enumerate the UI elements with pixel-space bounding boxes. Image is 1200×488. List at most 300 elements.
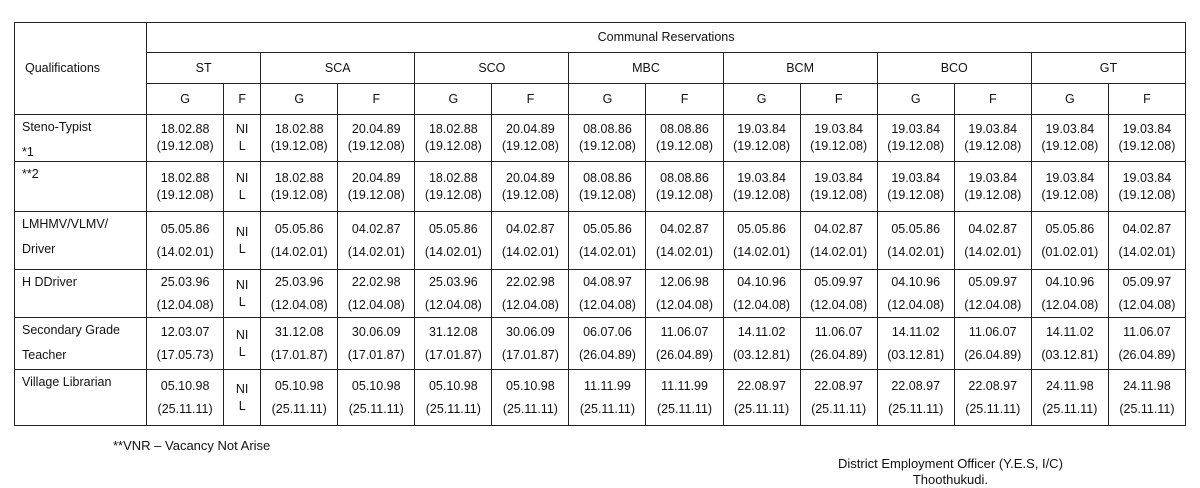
registration-date: (14.02.01) bbox=[810, 244, 868, 259]
registration-date: (26.04.89) bbox=[1118, 347, 1176, 362]
cutoff-date: 05.05.86 bbox=[737, 221, 786, 236]
registration-date: (14.02.01) bbox=[964, 244, 1022, 259]
registration-date: (17.01.87) bbox=[347, 347, 405, 362]
registration-date: (12.04.08) bbox=[501, 297, 559, 312]
gender-header-gt-f: F bbox=[1108, 84, 1185, 115]
cutoff-date: 19.03.84 bbox=[891, 170, 941, 185]
cutoff-date: 08.08.86 bbox=[583, 170, 632, 185]
registration-date: (19.12.08) bbox=[733, 139, 791, 153]
officer-title: District Employment Officer (Y.E.S, I/C) bbox=[838, 456, 1063, 471]
community-header-gt: GT bbox=[1031, 53, 1185, 84]
cutoff-date: 19.03.84 bbox=[968, 122, 1018, 136]
qualification-text: Secondary Grade bbox=[22, 323, 120, 337]
gt-g-cell bbox=[1031, 115, 1108, 162]
registration-date: (14.02.01) bbox=[733, 244, 791, 259]
bco-g-cell bbox=[877, 370, 954, 426]
registration-date: (19.12.08) bbox=[1041, 187, 1099, 202]
registration-date: (12.04.08) bbox=[964, 297, 1022, 312]
cutoff-date: 05.09.97 bbox=[814, 274, 863, 289]
registration-date: (19.12.08) bbox=[501, 187, 559, 202]
registration-date: (25.11.11) bbox=[271, 401, 327, 416]
cutoff-date: 05.05.86 bbox=[160, 221, 210, 236]
registration-date: (19.12.08) bbox=[270, 187, 328, 202]
table-row bbox=[15, 212, 1186, 270]
gender-header-sca-g: G bbox=[261, 84, 338, 115]
qualification-text: *1 bbox=[22, 145, 34, 159]
gt-g-cell bbox=[1031, 318, 1108, 370]
cutoff-date: 25.03.96 bbox=[160, 274, 210, 289]
cutoff-date: 05.05.86 bbox=[891, 221, 941, 236]
registration-date: (14.02.01) bbox=[270, 244, 328, 259]
qualification-text: Village Librarian bbox=[22, 375, 112, 389]
gt-f-cell bbox=[1108, 162, 1185, 212]
gt-f-cell bbox=[1108, 370, 1185, 426]
qualification-text: Driver bbox=[22, 242, 56, 256]
sco-f-cell bbox=[492, 115, 569, 162]
cutoff-date: 05.09.97 bbox=[1122, 274, 1172, 289]
gt-f-cell bbox=[1108, 318, 1185, 370]
bcm-g-cell bbox=[723, 270, 800, 318]
mbc-f-cell bbox=[646, 370, 723, 426]
nil-text: L bbox=[238, 344, 246, 359]
cutoff-date: 05.10.98 bbox=[351, 378, 401, 393]
nil-text: NI bbox=[235, 122, 249, 136]
registration-date: (19.12.08) bbox=[656, 187, 713, 202]
cutoff-date: 20.04.89 bbox=[506, 122, 555, 136]
cutoff-date: 05.10.98 bbox=[274, 378, 324, 393]
sca-f-cell bbox=[338, 162, 415, 212]
cutoff-date: 04.08.97 bbox=[583, 274, 632, 289]
gender-header-sco-f: F bbox=[492, 84, 569, 115]
cutoff-date: 04.10.96 bbox=[1045, 274, 1095, 289]
gender-header-gt-g: G bbox=[1031, 84, 1108, 115]
officer-signature-block bbox=[838, 456, 1063, 488]
cutoff-date: 12.06.98 bbox=[660, 274, 709, 289]
nil-text: L bbox=[238, 294, 246, 309]
registration-date: (14.02.01) bbox=[656, 244, 713, 259]
table-row bbox=[15, 318, 1186, 370]
cutoff-date: 05.09.97 bbox=[968, 274, 1018, 289]
st-g-cell bbox=[147, 162, 224, 212]
registration-date: (14.02.01) bbox=[578, 244, 636, 259]
registration-date: (12.04.08) bbox=[347, 297, 405, 312]
gt-g-cell bbox=[1031, 212, 1108, 270]
bcm-f-cell bbox=[800, 318, 877, 370]
mbc-g-cell bbox=[569, 270, 646, 318]
registration-date: (03.12.81) bbox=[1041, 347, 1099, 362]
bcm-f-cell bbox=[800, 115, 877, 162]
registration-date: (17.01.87) bbox=[270, 347, 328, 362]
bco-f-cell bbox=[954, 370, 1031, 426]
registration-date: (12.04.08) bbox=[578, 297, 636, 312]
st-g-cell bbox=[147, 370, 224, 426]
cutoff-date: 14.11.02 bbox=[1045, 324, 1094, 339]
gt-f-cell bbox=[1108, 115, 1185, 162]
cutoff-date: 19.03.84 bbox=[1122, 122, 1172, 136]
mbc-g-cell bbox=[569, 318, 646, 370]
sco-f-cell bbox=[492, 270, 569, 318]
cutoff-date: 11.06.07 bbox=[1123, 324, 1171, 339]
cutoff-date: 04.02.87 bbox=[506, 221, 555, 236]
bcm-f-cell bbox=[800, 212, 877, 270]
bco-g-cell bbox=[877, 212, 954, 270]
gender-header-st-f: F bbox=[224, 84, 261, 115]
cutoff-date: 30.06.09 bbox=[506, 324, 555, 339]
registration-date: (26.04.89) bbox=[964, 347, 1022, 362]
nil-text: NI bbox=[235, 170, 249, 185]
st-f-nil-cell bbox=[224, 212, 261, 270]
registration-date: (12.04.08) bbox=[424, 297, 482, 312]
cutoff-date: 05.05.86 bbox=[274, 221, 324, 236]
bcm-g-cell bbox=[723, 212, 800, 270]
nil-text: L bbox=[238, 187, 246, 202]
registration-date: (25.11.11) bbox=[425, 401, 481, 416]
gender-header-bco-f: F bbox=[954, 84, 1031, 115]
table-row bbox=[15, 115, 1186, 162]
registration-date: (19.12.08) bbox=[964, 139, 1022, 153]
registration-date: (17.05.73) bbox=[156, 347, 214, 362]
registration-date: (19.12.08) bbox=[424, 139, 482, 153]
cutoff-date: 08.08.86 bbox=[660, 122, 709, 136]
registration-date: (19.12.08) bbox=[733, 187, 791, 202]
registration-date: (12.04.08) bbox=[656, 297, 713, 312]
registration-date: (12.04.08) bbox=[1118, 297, 1176, 312]
gt-g-cell bbox=[1031, 270, 1108, 318]
st-g-cell bbox=[147, 318, 224, 370]
cutoff-date: 22.08.97 bbox=[891, 378, 941, 393]
cutoff-date: 18.02.88 bbox=[274, 122, 324, 136]
officer-location: Thoothukudi. bbox=[912, 472, 989, 487]
bco-f-cell bbox=[954, 212, 1031, 270]
cutoff-date: 24.11.98 bbox=[1123, 378, 1171, 393]
cutoff-date: 20.04.89 bbox=[351, 170, 401, 185]
table-row bbox=[15, 370, 1186, 426]
st-f-nil-cell bbox=[224, 115, 261, 162]
cutoff-date: 20.04.89 bbox=[351, 122, 401, 136]
registration-date: (03.12.81) bbox=[733, 347, 791, 362]
communal-reservations-table bbox=[14, 22, 1186, 426]
mbc-f-cell bbox=[646, 270, 723, 318]
bcm-g-cell bbox=[723, 162, 800, 212]
community-header-sco: SCO bbox=[415, 53, 569, 84]
cutoff-date: 11.11.99 bbox=[584, 378, 631, 393]
qualification-cell bbox=[15, 270, 147, 318]
sco-f-cell bbox=[492, 318, 569, 370]
community-header-bcm: BCM bbox=[723, 53, 877, 84]
gender-header-sco-g: G bbox=[415, 84, 492, 115]
sca-f-cell bbox=[338, 270, 415, 318]
registration-date: (19.12.08) bbox=[964, 187, 1022, 202]
cutoff-date: 19.03.84 bbox=[1045, 122, 1095, 136]
cutoff-date: 19.03.84 bbox=[891, 122, 941, 136]
registration-date: (12.04.08) bbox=[1041, 297, 1099, 312]
gt-g-cell bbox=[1031, 370, 1108, 426]
nil-text: NI bbox=[235, 381, 249, 396]
mbc-g-cell bbox=[569, 212, 646, 270]
registration-date: (19.12.08) bbox=[810, 139, 868, 153]
registration-date: (26.04.89) bbox=[810, 347, 868, 362]
cutoff-date: 14.11.02 bbox=[891, 324, 940, 339]
nil-text: L bbox=[238, 398, 246, 413]
cutoff-date: 24.11.98 bbox=[1045, 378, 1094, 393]
cutoff-date: 14.11.02 bbox=[737, 324, 786, 339]
sco-g-cell bbox=[415, 162, 492, 212]
registration-date: (25.11.11) bbox=[734, 401, 790, 416]
gender-header-bcm-g: G bbox=[723, 84, 800, 115]
cutoff-date: 22.08.97 bbox=[814, 378, 863, 393]
bcm-f-cell bbox=[800, 270, 877, 318]
registration-date: (26.04.89) bbox=[578, 347, 636, 362]
registration-date: (25.11.11) bbox=[656, 401, 713, 416]
cutoff-date: 04.02.87 bbox=[968, 221, 1018, 236]
nil-text: NI bbox=[235, 277, 249, 292]
cutoff-date: 04.02.87 bbox=[660, 221, 709, 236]
registration-date: (25.11.11) bbox=[157, 401, 213, 416]
gender-header-sca-f: F bbox=[338, 84, 415, 115]
sca-f-cell bbox=[338, 212, 415, 270]
qualification-text: Teacher bbox=[22, 348, 67, 362]
gt-f-cell bbox=[1108, 270, 1185, 318]
registration-date: (19.12.08) bbox=[156, 139, 214, 153]
community-header-bco: BCO bbox=[877, 53, 1031, 84]
registration-date: (19.12.08) bbox=[1118, 139, 1176, 153]
cutoff-date: 05.05.86 bbox=[583, 221, 632, 236]
st-g-cell bbox=[147, 115, 224, 162]
registration-date: (19.12.08) bbox=[347, 187, 405, 202]
cutoff-date: 06.07.06 bbox=[583, 324, 632, 339]
cutoff-date: 22.08.97 bbox=[737, 378, 786, 393]
registration-date: (14.02.01) bbox=[501, 244, 559, 259]
st-g-cell bbox=[147, 270, 224, 318]
communal-reservations-header: Communal Reservations bbox=[147, 23, 1186, 53]
registration-date: (25.11.11) bbox=[502, 401, 558, 416]
registration-date: (12.04.08) bbox=[887, 297, 945, 312]
registration-date: (25.11.11) bbox=[579, 401, 636, 416]
table-row bbox=[15, 162, 1186, 212]
gender-header-mbc-g: G bbox=[569, 84, 646, 115]
st-f-nil-cell bbox=[224, 318, 261, 370]
cutoff-date: 20.04.89 bbox=[506, 170, 555, 185]
mbc-g-cell bbox=[569, 162, 646, 212]
cutoff-date: 19.03.84 bbox=[814, 170, 863, 185]
registration-date: (26.04.89) bbox=[656, 347, 713, 362]
registration-date: (25.11.11) bbox=[888, 401, 944, 416]
cutoff-date: 08.08.86 bbox=[660, 170, 709, 185]
bcm-g-cell bbox=[723, 115, 800, 162]
registration-date: (14.02.01) bbox=[424, 244, 482, 259]
cutoff-date: 22.02.98 bbox=[351, 274, 401, 289]
cutoff-date: 19.03.84 bbox=[737, 170, 786, 185]
sco-g-cell bbox=[415, 115, 492, 162]
registration-date: (14.02.01) bbox=[156, 244, 214, 259]
registration-date: (19.12.08) bbox=[1118, 187, 1176, 202]
cutoff-date: 04.02.87 bbox=[351, 221, 401, 236]
cutoff-date: 18.02.88 bbox=[428, 170, 478, 185]
bco-f-cell bbox=[954, 115, 1031, 162]
sca-g-cell bbox=[261, 370, 338, 426]
registration-date: (19.12.08) bbox=[501, 139, 559, 153]
registration-date: (25.11.11) bbox=[965, 401, 1021, 416]
registration-date: (25.11.11) bbox=[348, 401, 404, 416]
sca-g-cell bbox=[261, 162, 338, 212]
sco-g-cell bbox=[415, 318, 492, 370]
cutoff-date: 18.02.88 bbox=[160, 170, 210, 185]
registration-date: (03.12.81) bbox=[887, 347, 945, 362]
cutoff-date: 04.02.87 bbox=[814, 221, 863, 236]
registration-date: (19.12.08) bbox=[578, 139, 636, 153]
mbc-f-cell bbox=[646, 162, 723, 212]
gender-header-mbc-f: F bbox=[646, 84, 723, 115]
registration-date: (14.02.01) bbox=[347, 244, 405, 259]
sca-g-cell bbox=[261, 270, 338, 318]
st-f-nil-cell bbox=[224, 162, 261, 212]
qualification-text: **2 bbox=[22, 167, 39, 181]
registration-date: (12.04.08) bbox=[270, 297, 328, 312]
community-header-mbc: MBC bbox=[569, 53, 723, 84]
gender-header-st-g: G bbox=[147, 84, 224, 115]
registration-date: (25.11.11) bbox=[1042, 401, 1098, 416]
mbc-g-cell bbox=[569, 370, 646, 426]
gender-header-bcm-f: F bbox=[800, 84, 877, 115]
cutoff-date: 19.03.84 bbox=[737, 122, 786, 136]
qualification-text: Steno-Typist bbox=[22, 120, 92, 134]
mbc-g-cell bbox=[569, 115, 646, 162]
cutoff-date: 22.08.97 bbox=[968, 378, 1018, 393]
cutoff-date: 25.03.96 bbox=[274, 274, 324, 289]
registration-date: (17.01.87) bbox=[424, 347, 482, 362]
sco-g-cell bbox=[415, 370, 492, 426]
gt-f-cell bbox=[1108, 212, 1185, 270]
bco-g-cell bbox=[877, 318, 954, 370]
mbc-f-cell bbox=[646, 212, 723, 270]
nil-text: NI bbox=[235, 224, 249, 239]
line-spacer bbox=[22, 136, 146, 144]
st-g-cell bbox=[147, 212, 224, 270]
registration-date: (17.01.87) bbox=[501, 347, 559, 362]
registration-date: (01.02.01) bbox=[1041, 244, 1099, 259]
registration-date: (14.02.01) bbox=[1118, 244, 1176, 259]
sco-g-cell bbox=[415, 212, 492, 270]
cutoff-date: 11.06.07 bbox=[814, 324, 863, 339]
cutoff-date: 31.12.08 bbox=[274, 324, 324, 339]
registration-date: (25.11.11) bbox=[811, 401, 867, 416]
registration-date: (14.02.01) bbox=[887, 244, 945, 259]
bcm-g-cell bbox=[723, 318, 800, 370]
bco-g-cell bbox=[877, 162, 954, 212]
vnr-footnote: **VNR – Vacancy Not Arise bbox=[113, 438, 271, 453]
gt-g-cell bbox=[1031, 162, 1108, 212]
mbc-f-cell bbox=[646, 318, 723, 370]
cutoff-date: 19.03.84 bbox=[814, 122, 863, 136]
bco-f-cell bbox=[954, 318, 1031, 370]
nil-text: L bbox=[238, 241, 246, 256]
line-spacer bbox=[22, 339, 146, 347]
registration-date: (19.12.08) bbox=[1041, 139, 1099, 153]
cutoff-date: 11.11.99 bbox=[661, 378, 708, 393]
cutoff-date: 05.05.86 bbox=[428, 221, 478, 236]
registration-date: (19.12.08) bbox=[347, 139, 405, 153]
cutoff-date: 05.05.86 bbox=[1045, 221, 1095, 236]
bco-f-cell bbox=[954, 162, 1031, 212]
sca-f-cell bbox=[338, 115, 415, 162]
sca-g-cell bbox=[261, 212, 338, 270]
registration-date: (12.04.08) bbox=[156, 297, 214, 312]
cutoff-date: 19.03.84 bbox=[1122, 170, 1172, 185]
bcm-g-cell bbox=[723, 370, 800, 426]
registration-date: (19.12.08) bbox=[887, 187, 945, 202]
qualification-cell bbox=[15, 370, 147, 426]
registration-date: (19.12.08) bbox=[156, 187, 214, 202]
st-f-nil-cell bbox=[224, 270, 261, 318]
cutoff-date: 31.12.08 bbox=[428, 324, 478, 339]
registration-date: (19.12.08) bbox=[578, 187, 636, 202]
sca-g-cell bbox=[261, 318, 338, 370]
cutoff-date: 19.03.84 bbox=[968, 170, 1018, 185]
cutoff-date: 12.03.07 bbox=[160, 324, 210, 339]
sco-f-cell bbox=[492, 370, 569, 426]
cutoff-date: 25.03.96 bbox=[428, 274, 478, 289]
bco-g-cell bbox=[877, 270, 954, 318]
cutoff-date: 08.08.86 bbox=[583, 122, 632, 136]
sco-f-cell bbox=[492, 162, 569, 212]
registration-date: (19.12.08) bbox=[656, 139, 713, 153]
cutoff-date: 11.06.07 bbox=[968, 324, 1017, 339]
qualification-cell bbox=[15, 212, 147, 270]
gender-header-bco-g: G bbox=[877, 84, 954, 115]
cutoff-date: 05.10.98 bbox=[506, 378, 555, 393]
registration-date: (12.04.08) bbox=[733, 297, 791, 312]
cutoff-date: 18.02.88 bbox=[274, 170, 324, 185]
sca-f-cell bbox=[338, 318, 415, 370]
cutoff-date: 04.02.87 bbox=[1122, 221, 1172, 236]
community-header-sca: SCA bbox=[261, 53, 415, 84]
cutoff-date: 11.06.07 bbox=[660, 324, 709, 339]
st-f-nil-cell bbox=[224, 370, 261, 426]
qualification-cell bbox=[15, 115, 147, 162]
bcm-f-cell bbox=[800, 162, 877, 212]
cutoff-date: 04.10.96 bbox=[737, 274, 786, 289]
bco-f-cell bbox=[954, 270, 1031, 318]
nil-text: NI bbox=[235, 327, 249, 342]
qualification-text: LMHMV/VLMV/ bbox=[22, 217, 109, 231]
qualification-cell bbox=[15, 318, 147, 370]
registration-date: (19.12.08) bbox=[270, 139, 328, 153]
cutoff-date: 18.02.88 bbox=[160, 122, 210, 136]
qualification-cell bbox=[15, 162, 147, 212]
registration-date: (19.12.08) bbox=[810, 187, 868, 202]
sco-f-cell bbox=[492, 212, 569, 270]
cutoff-date: 05.10.98 bbox=[428, 378, 478, 393]
registration-date: (19.12.08) bbox=[424, 187, 482, 202]
line-spacer bbox=[22, 233, 146, 241]
mbc-f-cell bbox=[646, 115, 723, 162]
qualifications-header: Qualifications bbox=[15, 23, 147, 115]
community-header-st: ST bbox=[147, 53, 261, 84]
table-row bbox=[15, 270, 1186, 318]
cutoff-date: 18.02.88 bbox=[428, 122, 478, 136]
cutoff-date: 30.06.09 bbox=[351, 324, 401, 339]
cutoff-date: 19.03.84 bbox=[1045, 170, 1095, 185]
registration-date: (12.04.08) bbox=[810, 297, 868, 312]
nil-text: L bbox=[238, 139, 246, 153]
sco-g-cell bbox=[415, 270, 492, 318]
cutoff-date: 05.10.98 bbox=[160, 378, 210, 393]
cutoff-date: 22.02.98 bbox=[506, 274, 555, 289]
sca-g-cell bbox=[261, 115, 338, 162]
sca-f-cell bbox=[338, 370, 415, 426]
cutoff-date: 04.10.96 bbox=[891, 274, 941, 289]
bco-g-cell bbox=[877, 115, 954, 162]
